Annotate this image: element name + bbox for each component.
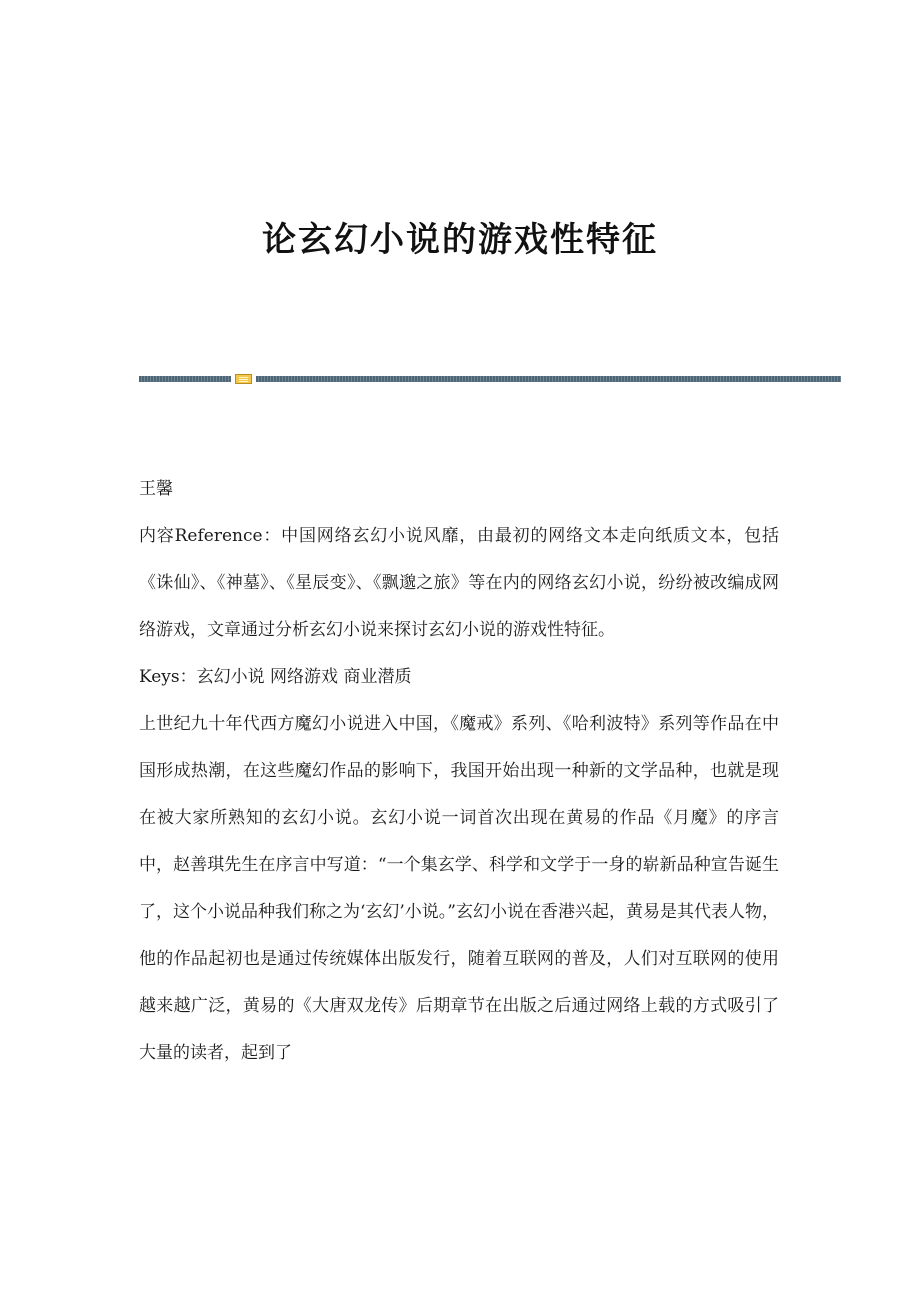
- body-paragraph: 上世纪九十年代西方魔幻小说进入中国，《魔戒》系列、《哈利波特》系列等作品在中国形成热潮，在这些魔幻作品的影响下，我国开始出现一种新的文学品种，也就是现在被大家所熟知的玄幻小说。玄幻小说一词首次出现在黄易的作品《月魔》的序言中，赵善琪先生在序言中写道：“一个集玄学、科学和文学于一身的崭新品种宣告诞生了，这个小说品种我们称之为‘玄幻’小说。”玄幻小说在香港兴起，黄易是其代表人物，他的作品起初也是通过传统媒体出版发行，随着互联网的普及，人们对互联网的使用越来越广泛，黄易的《大唐双龙传》后期章节在出版之后通过网络上载的方式吸引了大量的读者，起到了: [139, 714, 779, 1063]
- divider-ornament-icon: [235, 374, 252, 384]
- document-body: [139, 466, 779, 1077]
- keywords-paragraph: Keys：玄幻小说 网络游戏 商业潜质: [139, 667, 412, 687]
- divider-bar-right: [256, 376, 841, 382]
- divider-bar-left: [139, 376, 231, 382]
- document-title: 论玄幻小说的游戏性特征: [262, 220, 658, 260]
- title-divider: [139, 374, 841, 384]
- abstract-paragraph: 内容Reference：中国网络玄幻小说风靡，由最初的网络文本走向纸质文本，包括《诛仙》、《神墓》、《星辰变》、《飘邈之旅》等在内的网络玄幻小说，纷纷被改编成网络游戏，文章通过分析玄幻小说来探讨玄幻小说的游戏性特征。: [139, 526, 779, 640]
- author-name: 王馨: [139, 479, 173, 499]
